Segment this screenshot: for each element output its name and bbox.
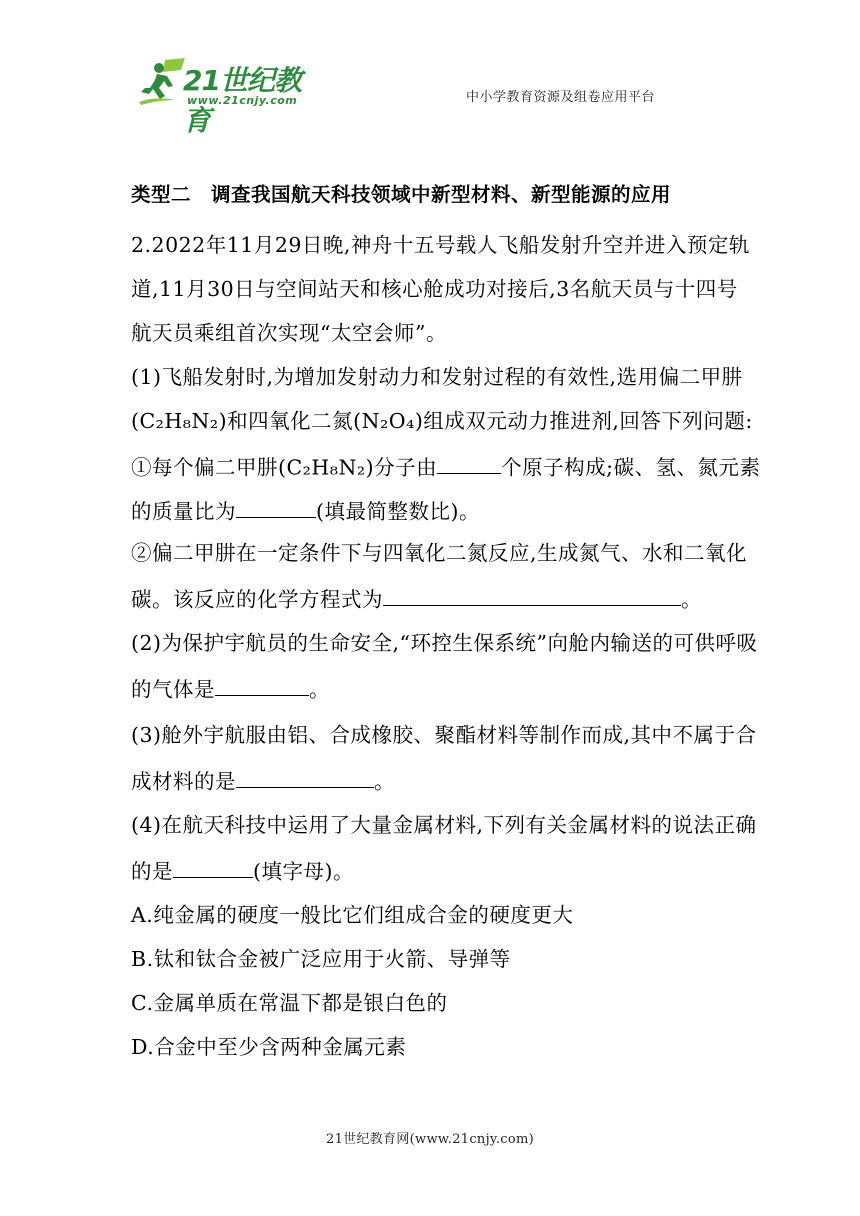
q1-sub1-text-d: (填最简整数比)。 <box>316 499 480 524</box>
option-b: B.钛和钛合金被广泛应用于火箭、导弹等 <box>131 947 511 971</box>
option-a: A.纯金属的硬度一般比它们组成合金的硬度更大 <box>131 903 574 927</box>
answer-blank-choice[interactable] <box>173 859 253 878</box>
logo-url: www.21cnjy.com <box>187 94 298 107</box>
q3-text-a: 成材料的是 <box>131 769 236 794</box>
answer-blank-breathing-gas[interactable] <box>215 677 309 696</box>
q4-text-a: 的是 <box>131 859 173 884</box>
section-title: 类型二 调查我国航天科技领域中新型材料、新型能源的应用 <box>131 183 672 206</box>
q4-line-2 <box>131 859 354 882</box>
q1-sub1-line-2 <box>131 499 480 522</box>
q1-sub1-line-1 <box>131 455 761 478</box>
intro-line-1: 2.2022年11月29日晚,神舟十五号载人飞船发射升空并进入预定轨 <box>131 233 750 257</box>
q1-sub2-text-b: 。 <box>681 587 702 612</box>
q1-sub1-text-b: 个原子构成;碳、氢、氮元素 <box>501 455 761 480</box>
q2-line-1: (2)为保护宇航员的生命安全,“环控生保系统”向舱内输送的可供呼吸 <box>131 631 758 655</box>
q4-line-1: (4)在航天科技中运用了大量金属材料,下列有关金属材料的说法正确 <box>131 813 757 837</box>
site-logo[interactable] <box>135 56 305 137</box>
answer-blank-atom-count[interactable] <box>437 455 501 474</box>
answer-blank-mass-ratio[interactable] <box>236 499 316 518</box>
q1-line-1: (1)飞船发射时,为增加发射动力和发射过程的有效性,选用偏二甲肼 <box>131 365 743 389</box>
q2-text-a: 的气体是 <box>131 677 215 702</box>
q4-text-b: (填字母)。 <box>253 859 354 884</box>
page-header <box>0 0 860 137</box>
q1-sub2-text-a: 碳。该反应的化学方程式为 <box>131 587 383 612</box>
q1-sub1-text-a: ①每个偏二甲肼(C₂H₈N₂)分子由 <box>131 455 438 480</box>
logo-text: 21世纪教育 <box>183 64 301 137</box>
q3-text-b: 。 <box>374 769 395 794</box>
answer-blank-equation[interactable] <box>383 587 681 606</box>
q1-sub2-line-1: ②偏二甲肼在一定条件下与四氧化二氮反应,生成氮气、水和二氧化 <box>131 541 748 565</box>
option-d: D.合金中至少含两种金属元素 <box>131 1035 407 1059</box>
option-c: C.金属单质在常温下都是银白色的 <box>131 991 448 1015</box>
intro-line-2: 道,11月30日与空间站天和核心舱成功对接后,3名航天员与十四号 <box>131 277 738 301</box>
platform-title: 中小学教育资源及组卷应用平台 <box>466 90 656 105</box>
page-footer: 21世纪教育网(www.21cnjy.com) <box>326 1132 534 1147</box>
answer-blank-non-synthetic[interactable] <box>236 769 374 788</box>
q2-text-b: 。 <box>309 677 330 702</box>
q2-line-2 <box>131 677 330 700</box>
q1-line-2: (C₂H₈N₂)和四氧化二氮(N₂O₄)组成双元动力推进剂,回答下列问题: <box>131 409 753 433</box>
intro-line-3: 航天员乘组首次实现“太空会师”。 <box>131 321 447 345</box>
q1-sub1-text-c: 的质量比为 <box>131 499 236 524</box>
q3-line-2 <box>131 769 395 792</box>
q1-sub2-line-2 <box>131 587 702 610</box>
q3-line-1: (3)舱外宇航服由铝、合成橡胶、聚酯材料等制作而成,其中不属于合 <box>131 723 757 747</box>
